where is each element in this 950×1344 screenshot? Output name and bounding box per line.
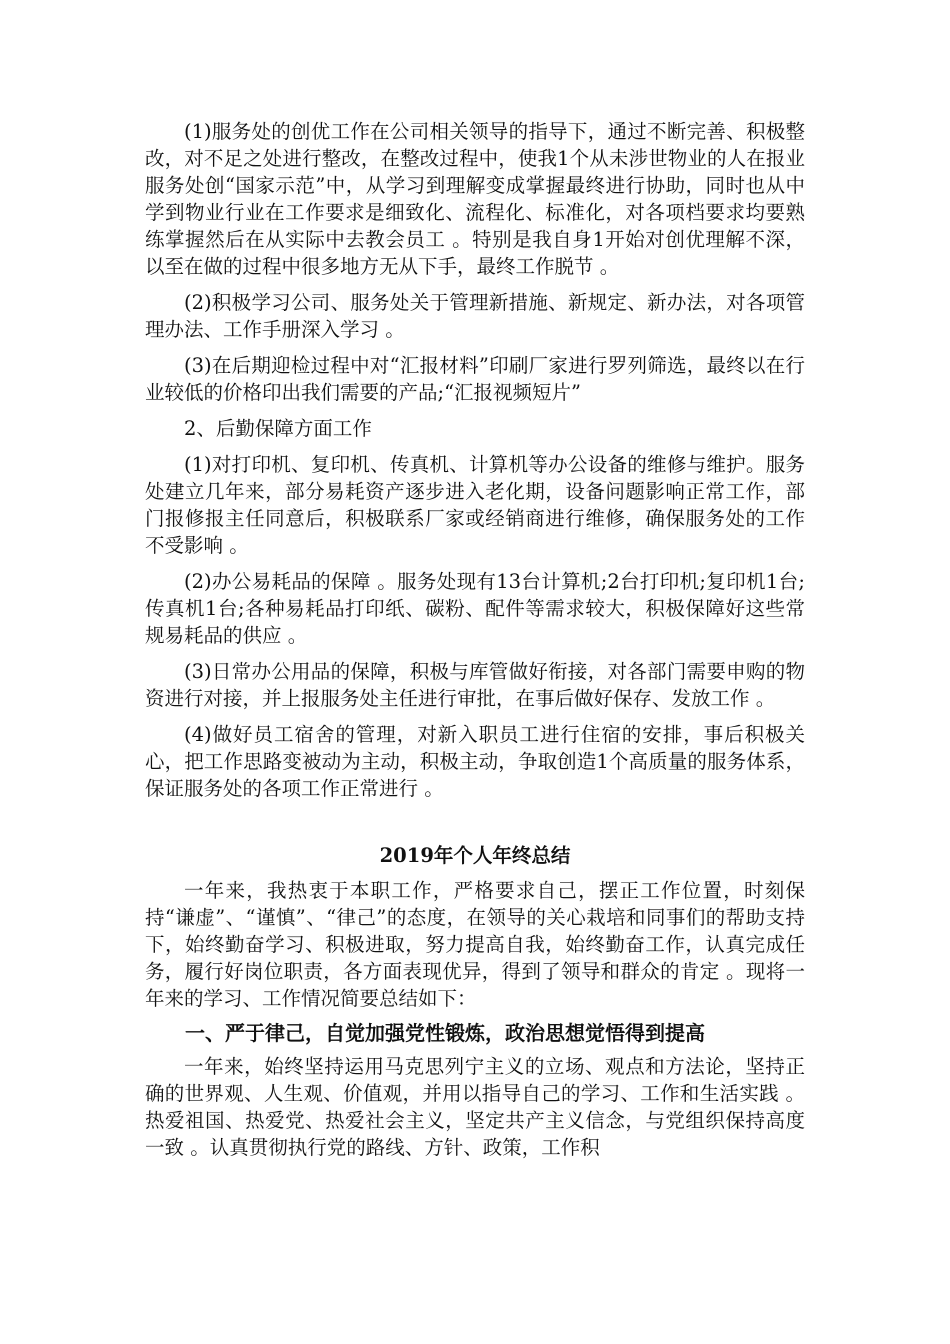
paragraph-dormitory: (4)做好员工宿舍的管理，对新入职员工进行住宿的安排，事后积极关心，把工作思路变被动为主动，积极主动，争取创造1个高质量的服务体系，保证服务处的各项工作正常进行 。 bbox=[145, 723, 805, 800]
document-title: 2019年个人年终总结 bbox=[379, 844, 571, 867]
paragraph-intro: 一年来，我热衷于本职工作，严格要求自己，摆正工作位置，时刻保持“谦虚”、“谨慎”、“律己”的态度，在领导的关心栽培和同事们的帮助支持下，始终勤奋学习、积极进取，努力提高自我，始终勤奋工作，认真完成任务，履行好岗位职责，各方面表现优异，得到了领导和群众的肯定 。现将一年来的学习、工作情况简要总结如下： bbox=[145, 879, 805, 1010]
paragraph-inspection-materials: (3)在后期迎检过程中对“汇报材料”印刷厂家进行罗列筛选，最终以在行业较低的价格印出我们需要的产品;“汇报视频短片” bbox=[145, 354, 805, 404]
document-page bbox=[145, 118, 805, 1161]
year-end-summary-section bbox=[145, 842, 805, 1161]
paragraph-equipment-maintenance: (1)对打印机、复印机、传真机、计算机等办公设备的维修与维护。服务处建立几年来，部分易耗资产逐步进入老化期，设备问题影响正常工作，部门报修报主任同意后，积极联系厂家或经销商进行维修，确保服务处的工作不受影响 。 bbox=[145, 453, 805, 557]
paragraph-office-supplies: (3)日常办公用品的保障，积极与库管做好衔接，对各部门需要申购的物资进行对接，并上报服务处主任进行审批，在事后做好保存、发放工作 。 bbox=[145, 660, 805, 710]
paragraph-political-thought: 一年来，始终坚持运用马克思列宁主义的立场、观点和方法论，坚持正确的世界观、人生观、价值观，并用以指导自己的学习、工作和生活实践 。热爱祖国、热爱党、热爱社会主义，坚定共产主义信念，与党组织保持高度一致 。认真贯彻执行党的路线、方针、政策，工作积 bbox=[145, 1055, 805, 1159]
subheading-logistics: 2、后勤保障方面工作 bbox=[184, 417, 372, 440]
section-heading-discipline: 一、严于律己，自觉加强党性锻炼，政治思想觉悟得到提高 bbox=[185, 1021, 705, 1045]
work-summary-section bbox=[145, 118, 805, 802]
paragraph-study-policies: (2)积极学习公司、服务处关于管理新措施、新规定、新办法，对各项管理办法、工作手册深入学习 。 bbox=[145, 291, 805, 341]
paragraph-consumables: (2)办公易耗品的保障 。服务处现有13台计算机;2台打印机;复印机1台;传真机1台;各种易耗品打印纸、碳粉、配件等需求较大，积极保障好这些常规易耗品的供应 。 bbox=[145, 570, 805, 647]
paragraph-creation-work: (1)服务处的创优工作在公司相关领导的指导下，通过不断完善、积极整改，对不足之处进行整改，在整改过程中，使我1个从未涉世物业的人在报业服务处创“国家示范”中，从学习到理解变成掌握最终进行协助，同时也从中学到物业行业在工作要求是细致化、流程化、标准化，对各项档要求均要熟练掌握然后在从实际中去教会员工 。特别是我自身1开始对创优理解不深，以至在做的过程中很多地方无从下手，最终工作脱节 。 bbox=[145, 120, 805, 278]
